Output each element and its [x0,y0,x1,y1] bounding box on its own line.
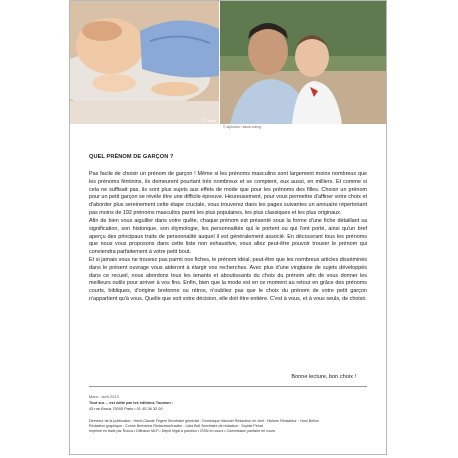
credits-line: Imprimé en Italie par Rocca • Diffusion MLP • Dépôt légal à parution • ISSN en cours • Commission paritaire en cours [89,429,276,434]
article-paragraph: Pas facile de choisir un prénom de garçon ! Même si les prénoms masculins sont largement moins nombreux que les prénoms féminins, ils demeurent pourtant très nombreux et se comptent, eux aussi, en milliers. Et comme si cela ne suffisait pas, ils sont plus sujets aux effets de mode que pour les prénoms des filles. Choisir un prénom pour un petit garçon se révèle être une difficile épreuve. Heureusement, pour vous permettre d'affiner votre choix et d'aborder plus sereinement cette étape cruciale, vous trouverez dans les pages suivantes un annuaire répertoriant pas moins de 192 prénoms masculins parmi les plus populaires, les plus classiques et les plus originaux. [89,171,367,217]
article-paragraph: Et si jamais vous ne trouvez pas parmi nos fiches, le prénom idéal, peut-être que les nombreux articles disséminés dans le présent ouvrage vous aideront à élargir vos recherches. Avec plus d'une vingtaine de sujets développés dans ce recueil, nous abordons tous les tenants et aboutissants du choix du prénom afin de vous donner les meilleurs outils pour arriver à vos fins. Enfin, bien que la mode est en ce moment au retour en grâce des prénoms courts, bibliques, d'origine bretonne ou rétros, n'oubliez pas que le choix du prénom de votre petit garçon n'appartient qu'à vous. Quelle que soit votre décision, elle doit être entière. C'est à vous, et à vous seuls, de choisir. [89,256,367,302]
father-and-child-photo [220,1,387,124]
credits-line: Directeur de la publication : Henri-Claude Frigent Secrétaire générale : Dominique Hascoet Rédacteur en chef : Hichem Rédacteur : Yann Bellon [89,419,319,423]
photo-credit-left: © Fotolia [202,119,217,123]
issue-date: Mars - avril 2013 [89,394,119,399]
publisher-address: 43 rue Broca 75005 Paris • 01 45 36 32 00 [89,405,163,411]
publisher-info [89,400,173,411]
article-title: QUEL PRÉNOM DE GARÇON ? [89,154,174,160]
credits-line: Rédaction graphique : Corine Berherine Rédactrice/traviter : Lidia Boli Secrétaire de rédaction : Sophie Péirat [89,424,263,429]
magazine-page [69,0,387,455]
photo-credit-right: © alphotos / stock.xchng [223,125,262,129]
article-body [89,171,367,304]
sleeping-baby-photo [70,1,219,124]
article-paragraph: Afin de bien vous aiguiller dans votre quête, chaque prénom est présenté sous la forme d'une fiche détaillant sa signification, son historique, son étymologie, les personnalités qui le portent ou qui l'ont porté, ainsi qu'un bref aperçu des principaux traits de personnalité auquel il est généralement associé. En découvrant tous les prénoms que nous vous proposons dans cette liste non exhaustive, vous allez peut-être pouvoir trouver le prénom qui conviendra parfaitement à votre petit bout. [89,217,367,256]
sleeping-baby-illustration [70,1,219,124]
editorial-credits [89,419,369,435]
closing-line: Bonne lecture, bon choix ! [291,374,356,380]
publisher-line: Tout sur… est édité par les éditions Toumon : [89,400,174,405]
father-child-illustration [220,1,387,124]
footer-divider [89,386,367,387]
